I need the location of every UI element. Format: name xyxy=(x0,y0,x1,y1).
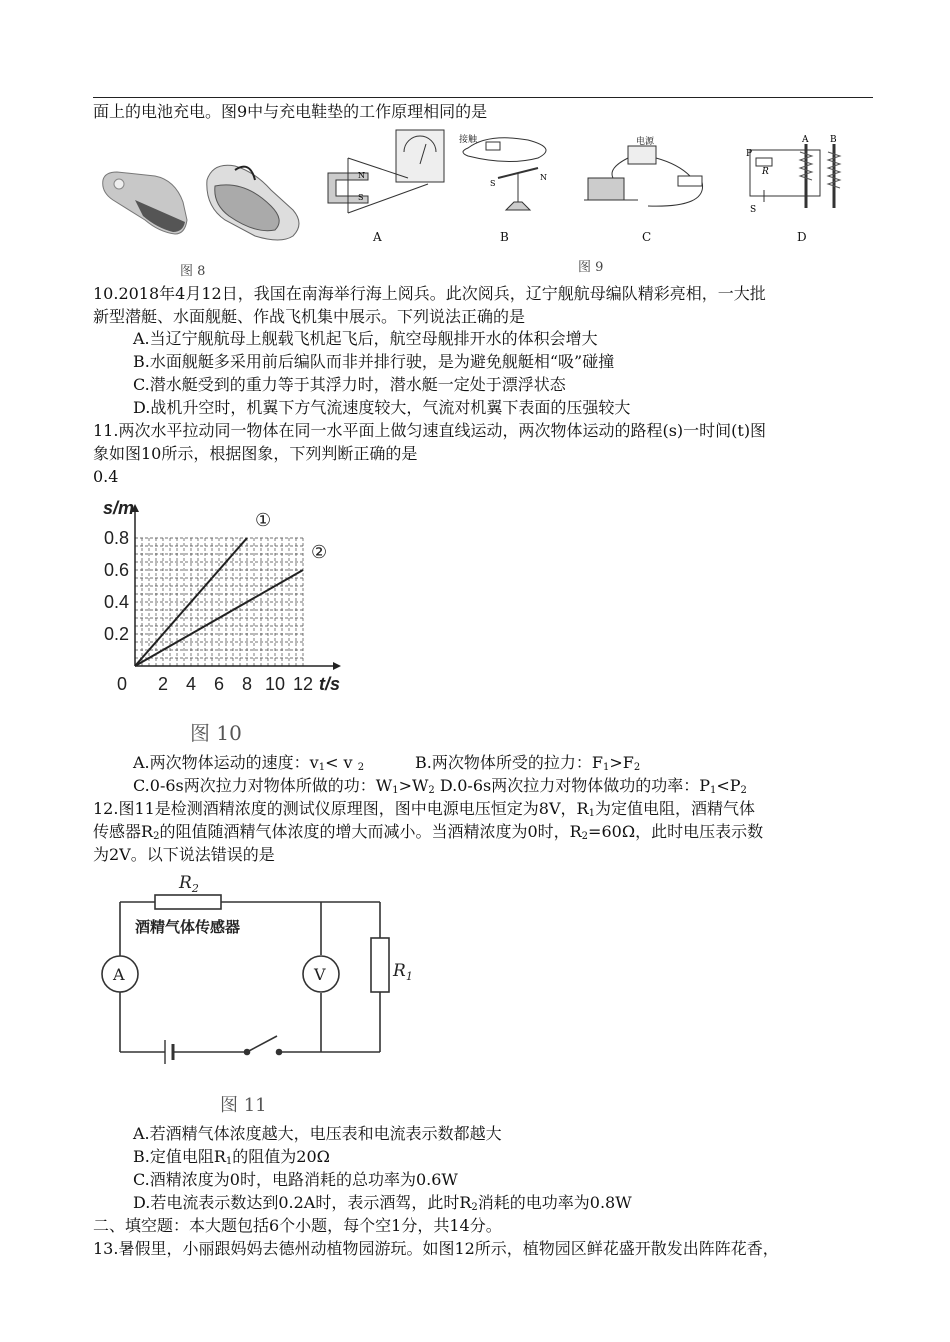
fig9-b-label: 接触 xyxy=(459,135,478,145)
q11-option-c-d: C.0-6s两次拉力对物体所做的功：$W_1>W_2$ D.0-6s两次拉力对物体做功的功率：$P_1<P_2$ xyxy=(133,776,747,796)
q12-stem-2: 传感器$R_2$的阻值随酒精气体浓度的增大而减小。当酒精浓度为0时，$R_2=60\Omega$，此时电压表示数 xyxy=(93,822,764,842)
series-label-2: ② xyxy=(311,542,328,563)
fig11-r1-label: $R_1$ xyxy=(393,961,413,983)
q11-option-a: A.两次物体运动的速度：$v_1< v$ $_2$ xyxy=(133,753,365,773)
fig11-caption: 图 11 xyxy=(220,1095,267,1116)
fig9-option-a: A xyxy=(373,230,382,244)
fig9-options xyxy=(318,128,858,258)
fig9-a-drawing xyxy=(328,130,444,213)
x-tick-label: 4 xyxy=(185,674,197,694)
fig9-c-drawing xyxy=(584,146,703,206)
svg-text:N: N xyxy=(540,173,547,182)
x-tick-label: 10 xyxy=(264,674,286,694)
svg-text:A: A xyxy=(802,135,809,145)
y-axis-label: s/m xyxy=(103,498,135,518)
y-tick-label: 0.8 xyxy=(103,528,129,548)
series-label-1: ① xyxy=(255,510,272,531)
q10-stem-2: 新型潜艇、水面舰艇、作战飞机集中展示。下列说法正确的是 xyxy=(93,307,526,326)
q10-stem-1: 10.2018年4月12日，我国在南海举行海上阅兵。此次阅兵，辽宁舰航母编队精彩亮相，一大批 xyxy=(93,284,766,303)
fig11-ammeter-label: A xyxy=(113,965,125,984)
x-axis-arrow xyxy=(333,662,341,670)
q13-stem: 13.暑假里，小丽跟妈妈去德州动植物园游玩。如图12所示，植物园区鲜花盛开散发出阵阵花香， xyxy=(93,1239,779,1258)
q12-option-d: D.若电流表示数达到0.2A时，表示酒驾，此时$R_2$消耗的电功率为0.8W xyxy=(133,1193,632,1213)
q11-stem-1: 11.两次水平拉动同一物体在同一水平面上做匀速直线运动，两次物体运动的路程(s)一时间(t)图 xyxy=(93,421,767,440)
q12-stem-1: 12.图11是检测酒精浓度的测试仪原理图，图中电源电压恒定为8V，$R_1$为定值电阻，酒精气体 xyxy=(93,799,755,819)
fig9-option-c: C xyxy=(642,230,652,244)
x-tick-label: 12 xyxy=(292,674,314,694)
q10-option-d: D.战机升空时，机翼下方气流速度较大，气流对机翼下表面的压强较大 xyxy=(133,398,631,417)
y-tick-label: 0.4 xyxy=(103,592,129,612)
top-rule xyxy=(93,97,873,98)
fig9-c-label: 电源 xyxy=(636,137,655,147)
q12-option-b: B.定值电阻$R_1$的阻值为20Ω xyxy=(133,1147,330,1167)
fig11-r2-label: $R_2$ xyxy=(179,873,199,895)
svg-text:P: P xyxy=(746,149,753,159)
fig9-d-drawing xyxy=(746,135,840,215)
y-tick-label: 0.6 xyxy=(103,560,129,580)
q12-option-a: A.若酒精气体浓度越大，电压表和电流表示数都越大 xyxy=(133,1124,502,1143)
q10-option-c: C.潜水艇受到的重力等于其浮力时，潜水艇一定处于漂浮状态 xyxy=(133,375,566,394)
x-tick-label: 0 xyxy=(117,674,128,694)
fig10-st-graph xyxy=(95,488,375,748)
fig9-option-d: D xyxy=(797,230,807,244)
q12-option-c: C.酒精浓度为0时，电路消耗的总功率为0.6W xyxy=(133,1170,458,1189)
q11-stem-2: 象如图10所示，根据图象，下列判断正确的是 xyxy=(93,444,418,463)
svg-text:B: B xyxy=(830,135,837,145)
fig9-caption: 图 9 xyxy=(578,260,604,275)
fig11-circuit xyxy=(95,866,425,1116)
x-axis-label: t/s xyxy=(319,674,341,694)
y-tick-label: 0.2 xyxy=(103,624,129,644)
fig9-option-b: B xyxy=(500,230,509,244)
q12-stem-3: 为2V。以下说法错误的是 xyxy=(93,845,275,864)
svg-text:S: S xyxy=(750,205,757,215)
svg-text:S: S xyxy=(358,193,364,202)
fig10-caption: 图 10 xyxy=(190,721,242,745)
svg-text:R: R xyxy=(762,167,769,177)
q11-stray-number: 0.4 xyxy=(93,467,119,486)
fig11-voltmeter-label: V xyxy=(314,965,326,984)
svg-text:N: N xyxy=(358,171,365,180)
x-tick-label: 2 xyxy=(157,674,169,694)
q10-option-a: A.当辽宁舰航母上舰载飞机起飞后，航空母舰排开水的体积会增大 xyxy=(133,329,598,348)
x-tick-label: 8 xyxy=(241,674,253,694)
section-2-heading: 二、填空题：本大题包括6个小题，每个空1分，共14分。 xyxy=(93,1216,502,1235)
svg-text:S: S xyxy=(490,179,496,188)
intro-text: 面上的电池充电。图9中与充电鞋垫的工作原理相同的是 xyxy=(93,102,488,121)
fig8-caption: 图 8 xyxy=(180,264,206,279)
q11-option-b: B.两次物体所受的拉力：$F_1>F_2$ xyxy=(415,753,641,773)
q10-option-b: B.水面舰艇多采用前后编队而非并排行驶，是为避免舰艇相“吸”碰撞 xyxy=(133,352,615,371)
fig11-sensor-label: 酒精气体传感器 xyxy=(135,918,241,936)
x-tick-label: 6 xyxy=(213,674,225,694)
